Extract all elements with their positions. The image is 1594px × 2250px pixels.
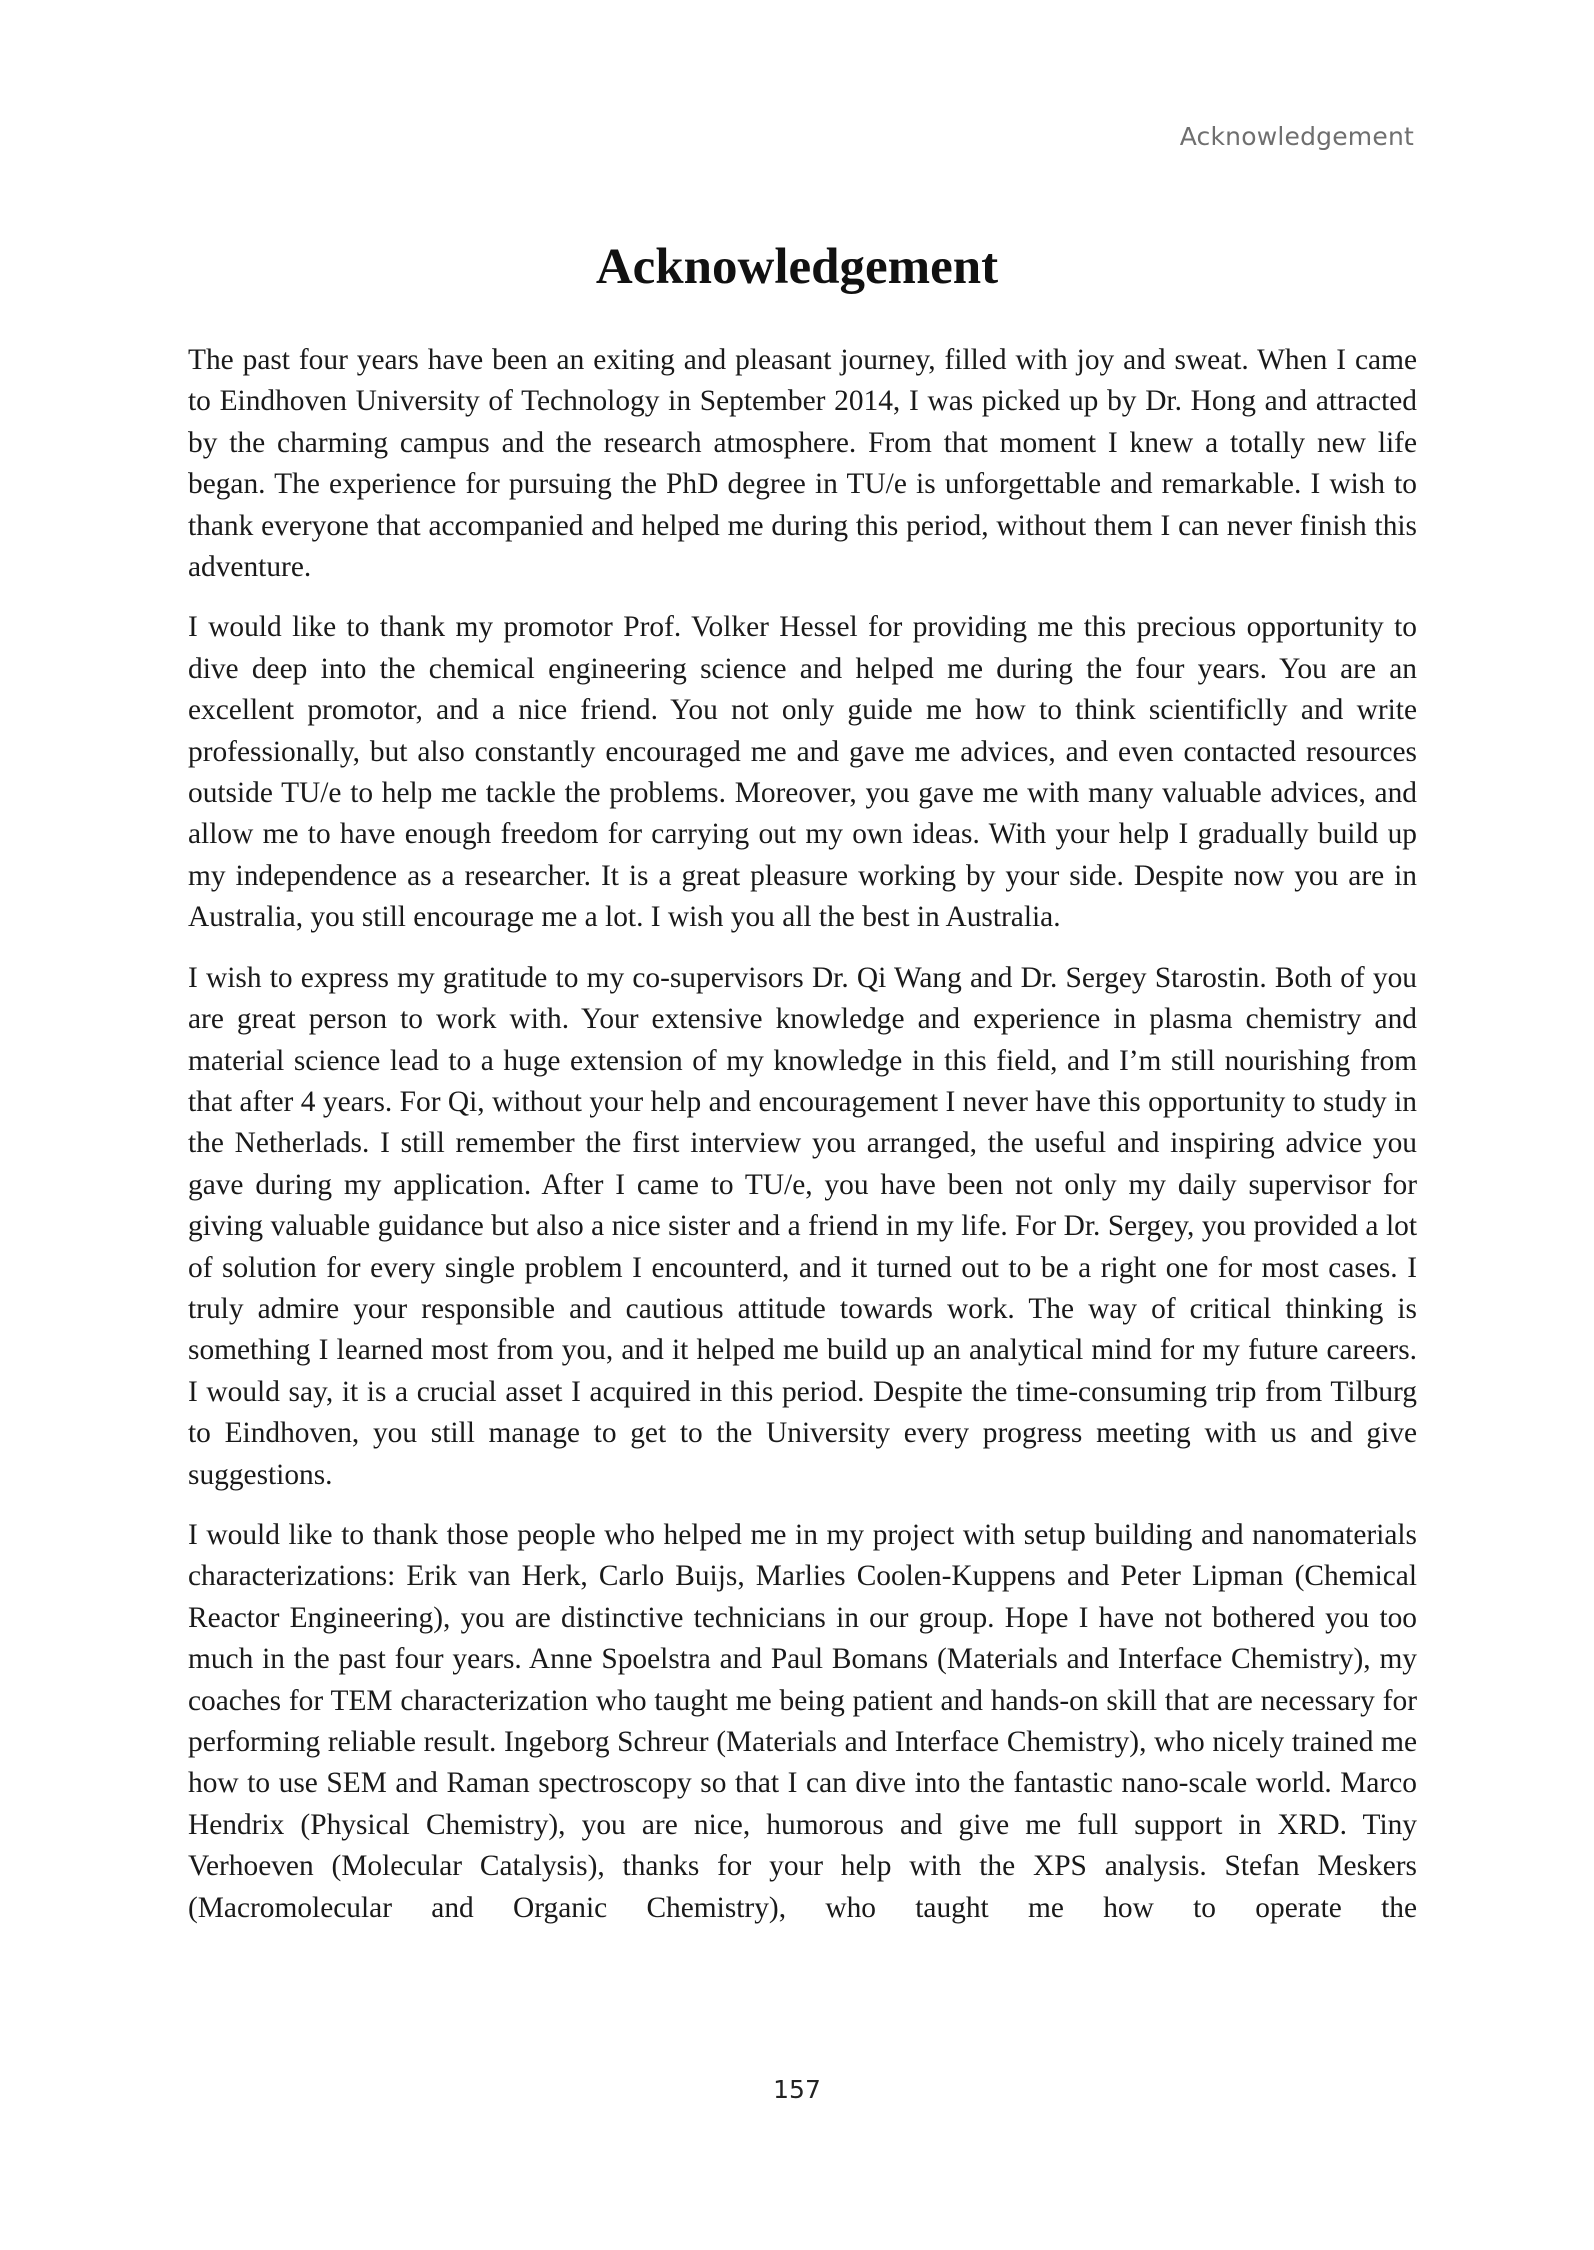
paragraph: I would like to thank my promotor Prof. Volker Hessel for providing me this precious opportunity to dive deep into the chemical engineering science and helped me during the four years. You are an excellent promotor, and a nice friend. You not only guide me how to think scientificlly and write professionally, but also constantly encouraged me and gave me advices, and even contacted resources outside TU/e to help me tackle the problems. Moreover, you gave me with many valuable advices, and allow me to have enough freedom for carrying out my own ideas. With your help I gradually build up my independence as a researcher. It is a great pleasure working by your side. Despite now you are in Australia, you still encourage me a lot. I wish you all the best in Australia. [188, 611, 1417, 934]
paragraph: The past four years have been an exiting and pleasant journey, filled with joy and sweat. When I came to Eindhoven University of Technology in September 2014, I was picked up by Dr. Hong and attracted by the charming campus and the research atmosphere. From that moment I knew a totally new life began. The experience for pursuing the PhD degree in TU/e is unforgettable and remarkable. I wish to thank everyone that accompanied and helped me during this period, without them I can never finish this adventure. [188, 344, 1417, 584]
paragraph: I would like to thank those people who helped me in my project with setup building and nanomaterials characterizations: Erik van Herk, Carlo Buijs, Marlies Coolen-Kuppens and Peter Lipman (Chemical Reactor Engineering), you are distinctive technicians in our group. Hope I have not bothered you too much in the past four years. Anne Spoelstra and Paul Bomans (Materials and Interface Chemistry), my coaches for TEM characterization who taught me being patient and hands-on skill that are necessary for performing reliable result. Ingeborg Schreur (Materials and Interface Chemistry), who nicely trained me how to use SEM and Raman spectroscopy so that I can dive into the fantastic nano-scale world. Marco Hendrix (Physical Chemistry), you are nice, humorous and give me full support in XRD. Tiny Verhoeven (Molecular Catalysis), thanks for your help with the XPS analysis. Stefan Meskers (Macromolecular and Organic Chemistry), who taught me how to operate the [188, 1518, 1417, 1924]
page-title: Acknowledgement [595, 239, 999, 295]
paragraph: I wish to express my gratitude to my co-supervisors Dr. Qi Wang and Dr. Sergey Starostin. Both of you are great person to work with. Your extensive knowledge and experience in plasma chemistry and material science lead to a huge extension of my knowledge in this field, and I’m still nourishing from that after 4 years. For Qi, without your help and encouragement I never have this opportunity to study in the Netherlads. I still remember the first interview you arranged, the useful and inspiring advice you gave during my application. After I came to TU/e, you have been not only my daily supervisor for giving valuable guidance but also a nice sister and a friend in my life. For Dr. Sergey, you provided a lot of solution for every single problem I encounterd, and it turned out to be a right one for most cases. I truly admire your responsible and cautious attitude towards work. The way of critical thinking is something I learned most from you, and it helped me build up an analytical mind for my future careers. I would say, it is a crucial asset I acquired in this period. Despite the time-consuming trip from Tilburg to Eindhoven, you still manage to get to the University every progress meeting with us and give suggestions. [188, 961, 1417, 1491]
running-header: Acknowledgement [1179, 122, 1414, 151]
page-number: 157 [773, 2075, 821, 2104]
body-text [188, 340, 1417, 1948]
